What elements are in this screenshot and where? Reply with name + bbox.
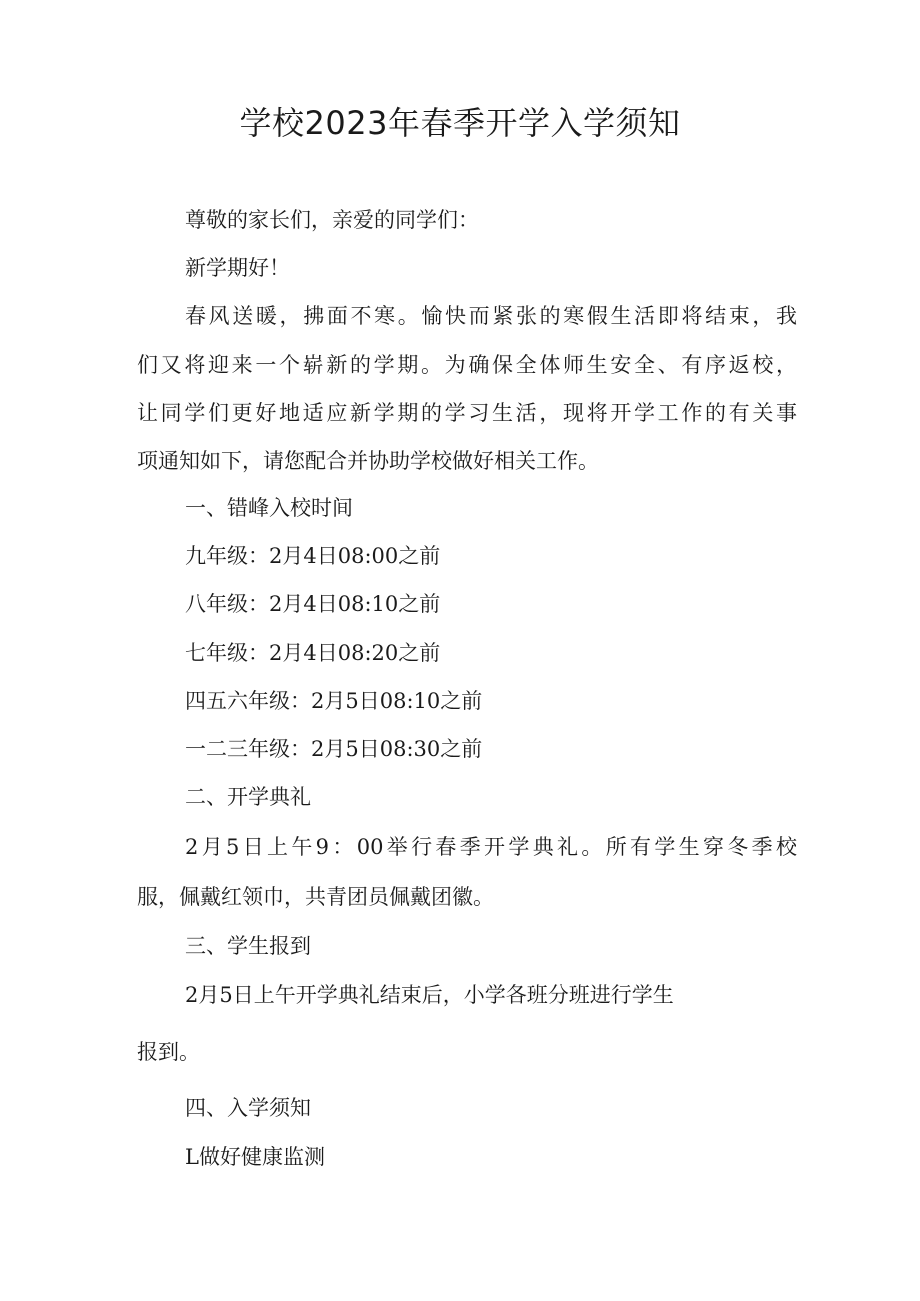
registration-line-2: 报到。: [137, 1040, 200, 1064]
schedule-item: 七年级：2月4日08:20之前: [185, 641, 441, 665]
notice-item: L做好健康监测: [185, 1145, 325, 1169]
section-heading-3: 三、学生报到: [185, 934, 311, 958]
schedule-item: 九年级：2月4日08:00之前: [185, 544, 441, 568]
section-heading-4: 四、入学须知: [185, 1096, 311, 1120]
intro-line-2: 们又将迎来一个崭新的学期。为确保全体师生安全、有序返校，: [137, 353, 797, 377]
salutation: 新学期好！: [185, 256, 290, 280]
intro-line-4: 项通知如下，请您配合并协助学校做好相关工作。: [137, 449, 599, 473]
section-heading-2: 二、开学典礼: [185, 785, 311, 809]
greeting: 尊敬的家长们，亲爱的同学们：: [185, 208, 479, 232]
intro-line-3: 让同学们更好地适应新学期的学习生活，现将开学工作的有关事: [137, 401, 797, 425]
intro-line-1: 春风送暖，拂面不寒。愉快而紧张的寒假生活即将结束，我: [185, 304, 797, 328]
registration-line-1: 2月5日上午开学典礼结束后，小学各班分班进行学生: [185, 983, 674, 1007]
schedule-item: 四五六年级：2月5日08:10之前: [185, 689, 483, 713]
section-heading-1: 一、错峰入校时间: [185, 496, 353, 520]
schedule-item: 一二三年级：2月5日08:30之前: [185, 737, 483, 761]
document-title: 学校2023年春季开学入学须知: [239, 104, 681, 142]
ceremony-line-1: 2月5日上午9：00举行春季开学典礼。所有学生穿冬季校: [185, 835, 797, 859]
ceremony-line-2: 服，佩戴红领巾，共青团员佩戴团徽。: [137, 885, 494, 909]
schedule-item: 八年级：2月4日08:10之前: [185, 592, 441, 616]
